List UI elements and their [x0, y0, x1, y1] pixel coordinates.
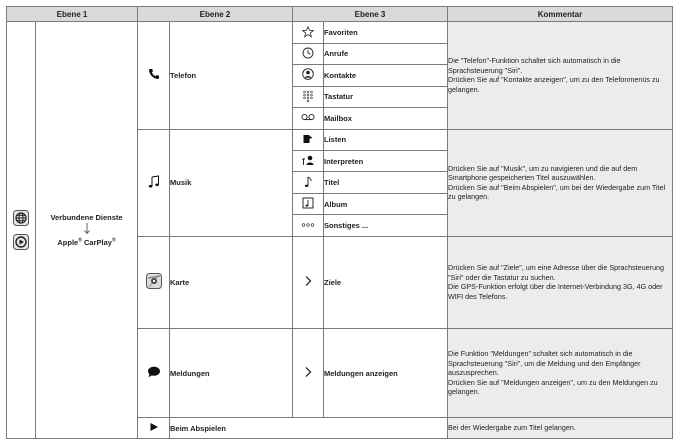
- speech-bubble-icon: [147, 366, 161, 378]
- menu-table: [6, 6, 673, 439]
- star-icon: [302, 26, 314, 38]
- chevron-right-icon: [304, 275, 312, 287]
- keypad-icon: [302, 90, 314, 102]
- musik-item-titel: Titel: [324, 172, 448, 193]
- phone-icon: [148, 68, 160, 80]
- telefon-comment: Die "Telefon"-Funktion schaltet sich automatisch in die Sprachsteuerung "Siri". Drücken Sie auf "Kontakte anzeigen", um zu den Telefonmenüs zu gelangen.: [448, 22, 673, 129]
- globe-icon: [13, 210, 29, 226]
- arrow-down-icon: [83, 223, 91, 237]
- music-note-icon: [148, 175, 160, 189]
- contact-icon: [302, 68, 314, 80]
- clock-icon: [302, 47, 314, 59]
- more-icon: [301, 222, 315, 228]
- header-ebene3: Ebene 3: [293, 7, 448, 22]
- telefon-label: Telefon: [170, 22, 293, 129]
- header-ebene2: Ebene 2: [138, 7, 293, 22]
- musik-item-listen: Listen: [324, 129, 448, 150]
- table-row: [7, 22, 673, 43]
- abspielen-comment: Bei der Wiedergabe zum Titel gelangen.: [448, 418, 673, 439]
- map-icon: [146, 273, 162, 289]
- karte-label: Karte: [170, 236, 293, 328]
- musik-item-album: Album: [324, 193, 448, 214]
- musik-item-sonstiges: Sonstiges ...: [324, 215, 448, 236]
- musik-item-interpreten: Interpreten: [324, 150, 448, 171]
- telefon-item-anrufe: Anrufe: [324, 43, 448, 64]
- telefon-icon-cell: [138, 22, 170, 129]
- meldungen-item-anzeigen: Meldungen anzeigen: [324, 328, 448, 418]
- level1-icon-cell: [7, 22, 36, 439]
- header-row: [7, 7, 673, 22]
- abspielen-label: Beim Abspielen: [170, 418, 448, 439]
- level1-title: Verbundene Dienste: [50, 212, 123, 222]
- meldungen-label: Meldungen: [170, 328, 293, 418]
- chevron-right-icon: [304, 366, 312, 378]
- header-ebene1: Ebene 1: [7, 7, 138, 22]
- playlist-icon: [302, 133, 314, 145]
- karte-comment: Drücken Sie auf "Ziele", um eine Adresse über die Sprachsteuerung "Siri" oder die Tastatur zu suchen. Die GPS-Funktion erfolgt über die Internet-Verbindung 3G, 4G oder WIFI des Telefons.: [448, 236, 673, 328]
- star-icon-cell: [293, 22, 324, 43]
- karte-item-ziele: Ziele: [324, 236, 448, 328]
- telefon-item-mailbox: Mailbox: [324, 108, 448, 129]
- artist-icon: [301, 154, 315, 166]
- musik-comment: Drücken Sie auf "Musik", um zu navigieren und die auf dem Smartphone gespeicherten Titel auszuwählen. Drücken Sie auf "Beim Abspielen", um bei der Wiedergabe zum Titel zu gelangen.: [448, 129, 673, 236]
- meldungen-comment: Die Funktion "Meldungen" schaltet sich automatisch in die Sprachsteuerung "Siri", um die Meldung und den Empfänger auszusprechen. Drücken Sie auf "Meldungen anzeigen", um zu den Meldungen zu gelangen.: [448, 328, 673, 418]
- telefon-item-favoriten: Favoriten: [324, 22, 448, 43]
- telefon-item-tastatur: Tastatur: [324, 86, 448, 107]
- album-icon: [302, 197, 314, 209]
- song-icon: [303, 176, 313, 188]
- level1-label-cell: [36, 22, 138, 439]
- play-icon: [149, 422, 159, 432]
- header-kommentar: Kommentar: [448, 7, 673, 22]
- telefon-item-kontakte: Kontakte: [324, 65, 448, 86]
- play-circle-icon: [13, 234, 29, 250]
- level1-subtitle: Apple® CarPlay®: [57, 237, 116, 248]
- voicemail-icon: [301, 113, 315, 121]
- musik-label: Musik: [170, 129, 293, 236]
